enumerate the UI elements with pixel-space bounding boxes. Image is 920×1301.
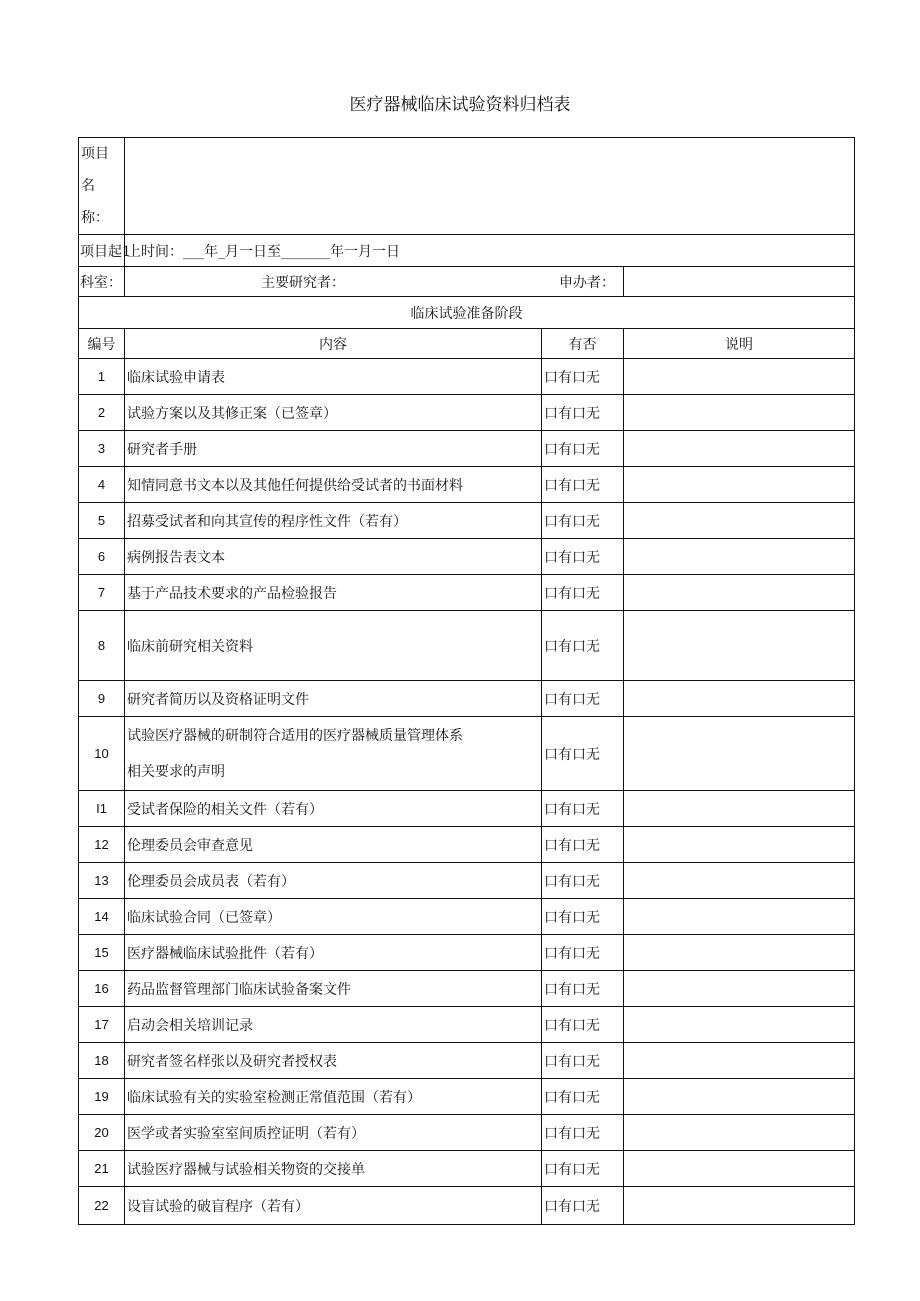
row-note-field[interactable] [624,935,855,971]
project-date-field[interactable]: 上时间：___年_月一日至_______年一月一日 [125,235,855,267]
row-content: 临床试验合同（已签章） [125,899,542,935]
row-number: 3 [79,431,125,467]
row-number: 15 [79,935,125,971]
row-yes-no-checkbox[interactable]: 口有口无 [542,791,624,827]
row-number: 16 [79,971,125,1007]
project-name-row [79,138,855,235]
row-number: 17 [79,1007,125,1043]
row-content: 临床试验申请表 [125,359,542,395]
row-number: 2 [79,395,125,431]
row-number: 20 [79,1115,125,1151]
header-yes-no: 有否 [542,329,624,359]
table-row [79,717,855,791]
row-number: 7 [79,575,125,611]
table-row [79,1007,855,1043]
row-yes-no-checkbox[interactable]: 口有口无 [542,1151,624,1187]
row-note-field[interactable] [624,431,855,467]
row-yes-no-checkbox[interactable]: 口有口无 [542,359,624,395]
row-content: 研究者签名样张以及研究者授权表 [125,1043,542,1079]
row-content: 伦理委员会成员表（若有） [125,863,542,899]
table-row [79,681,855,717]
project-date-label: 项目起1 [79,235,125,267]
row-note-field[interactable] [624,1007,855,1043]
row-content: 药品监督管理部门临床试验备案文件 [125,971,542,1007]
row-yes-no-checkbox[interactable]: 口有口无 [542,681,624,717]
table-row [79,539,855,575]
row-content-line-1: 试验医疗器械的研制符合适用的医疗器械质量管理体系 [127,727,463,744]
row-content: 医疗器械临床试验批件（若有） [125,935,542,971]
row-yes-no-checkbox[interactable]: 口有口无 [542,863,624,899]
row-note-field[interactable] [624,1115,855,1151]
row-content: 招募受试者和向其宣传的程序性文件（若有） [125,503,542,539]
row-number: 5 [79,503,125,539]
table-row [79,1079,855,1115]
table-row [79,359,855,395]
header-content: 内容 [125,329,542,359]
header-note: 说明 [624,329,855,359]
project-name-label: 项目 名称： [79,138,125,235]
row-note-field[interactable] [624,611,855,681]
row-yes-no-checkbox[interactable]: 口有口无 [542,539,624,575]
table-row [79,1187,855,1225]
header-number: 编号 [79,329,125,359]
row-note-field[interactable] [624,395,855,431]
row-note-field[interactable] [624,1187,855,1225]
row-note-field[interactable] [624,899,855,935]
table-row [79,899,855,935]
row-yes-no-checkbox[interactable]: 口有口无 [542,611,624,681]
row-note-field[interactable] [624,503,855,539]
table-row [79,791,855,827]
row-content [125,717,542,791]
row-number: I1 [79,791,125,827]
table-row [79,395,855,431]
department-row [79,267,855,297]
row-content: 基于产品技术要求的产品检验报告 [125,575,542,611]
archive-form-table [78,137,855,1225]
row-number: 12 [79,827,125,863]
row-content: 研究者简历以及资格证明文件 [125,681,542,717]
row-content: 医学或者实验室室间质控证明（若有） [125,1115,542,1151]
row-yes-no-checkbox[interactable]: 口有口无 [542,935,624,971]
row-number: 8 [79,611,125,681]
table-row [79,935,855,971]
row-number: 1 [79,359,125,395]
row-note-field[interactable] [624,791,855,827]
row-note-field[interactable] [624,575,855,611]
row-yes-no-checkbox[interactable]: 口有口无 [542,395,624,431]
row-content: 临床试验有关的实验室检测正常值范围（若有） [125,1079,542,1115]
column-header-row [79,329,855,359]
table-row [79,1115,855,1151]
table-row [79,575,855,611]
row-note-field[interactable] [624,863,855,899]
row-yes-no-checkbox[interactable]: 口有口无 [542,899,624,935]
row-content: 研究者手册 [125,431,542,467]
row-number: 18 [79,1043,125,1079]
row-content: 临床前研究相关资料 [125,611,542,681]
row-yes-no-checkbox[interactable]: 口有口无 [542,503,624,539]
row-content: 受试者保险的相关文件（若有） [125,791,542,827]
table-row [79,863,855,899]
table-row [79,1151,855,1187]
page-title: 医疗器械临床试验资料归档表 [349,95,571,115]
row-note-field[interactable] [624,1151,855,1187]
table-row [79,431,855,467]
row-content: 启动会相关培训记录 [125,1007,542,1043]
table-row [79,467,855,503]
row-content: 试验医疗器械与试验相关物资的交接单 [125,1151,542,1187]
row-yes-no-checkbox[interactable]: 口有口无 [542,971,624,1007]
project-name-field[interactable] [125,138,855,235]
row-note-field[interactable] [624,467,855,503]
department-field[interactable] [125,267,624,297]
row-yes-no-checkbox[interactable]: 口有口无 [542,1043,624,1079]
row-yes-no-checkbox[interactable]: 口有口无 [542,1079,624,1115]
project-date-row [79,235,855,267]
row-number: 22 [79,1187,125,1225]
table-row [79,611,855,681]
row-yes-no-checkbox[interactable]: 口有口无 [542,1007,624,1043]
row-number: 21 [79,1151,125,1187]
row-yes-no-checkbox[interactable]: 口有口无 [542,467,624,503]
row-content: 设盲试验的破盲程序（若有） [125,1187,542,1225]
table-row [79,1043,855,1079]
row-number: 4 [79,467,125,503]
row-content-line-2: 相关要求的声明 [127,763,225,780]
row-number: 10 [79,717,125,791]
row-yes-no-checkbox[interactable]: 口有口无 [542,827,624,863]
row-note-field[interactable] [624,539,855,575]
department-label: 科室： [79,267,125,297]
table-row [79,503,855,539]
row-number: 9 [79,681,125,717]
row-note-field[interactable] [624,1043,855,1079]
row-number: 13 [79,863,125,899]
row-content: 试验方案以及其修正案（已签章） [125,395,542,431]
row-content: 知情同意书文本以及其他任何提供给受试者的书面材料 [125,467,542,503]
section-row [79,297,855,329]
row-note-field[interactable] [624,1079,855,1115]
row-note-field[interactable] [624,717,855,791]
sponsor-field[interactable] [624,267,855,297]
row-note-field[interactable] [624,827,855,863]
row-number: 19 [79,1079,125,1115]
row-note-field[interactable] [624,359,855,395]
row-note-field[interactable] [624,971,855,1007]
row-note-field[interactable] [624,681,855,717]
sponsor-label: 申办者： [559,274,615,291]
principal-investigator-label: 主要研究者： [261,274,345,291]
row-content: 病例报告表文本 [125,539,542,575]
row-yes-no-checkbox[interactable]: 口有口无 [542,1187,624,1225]
row-yes-no-checkbox[interactable]: 口有口无 [542,575,624,611]
row-number: 6 [79,539,125,575]
row-yes-no-checkbox[interactable]: 口有口无 [542,1115,624,1151]
section-title: 临床试验准备阶段 [79,297,855,329]
row-yes-no-checkbox[interactable]: 口有口无 [542,717,624,791]
table-row [79,827,855,863]
row-yes-no-checkbox[interactable]: 口有口无 [542,431,624,467]
table-row [79,971,855,1007]
row-content: 伦理委员会审查意见 [125,827,542,863]
row-number: 14 [79,899,125,935]
